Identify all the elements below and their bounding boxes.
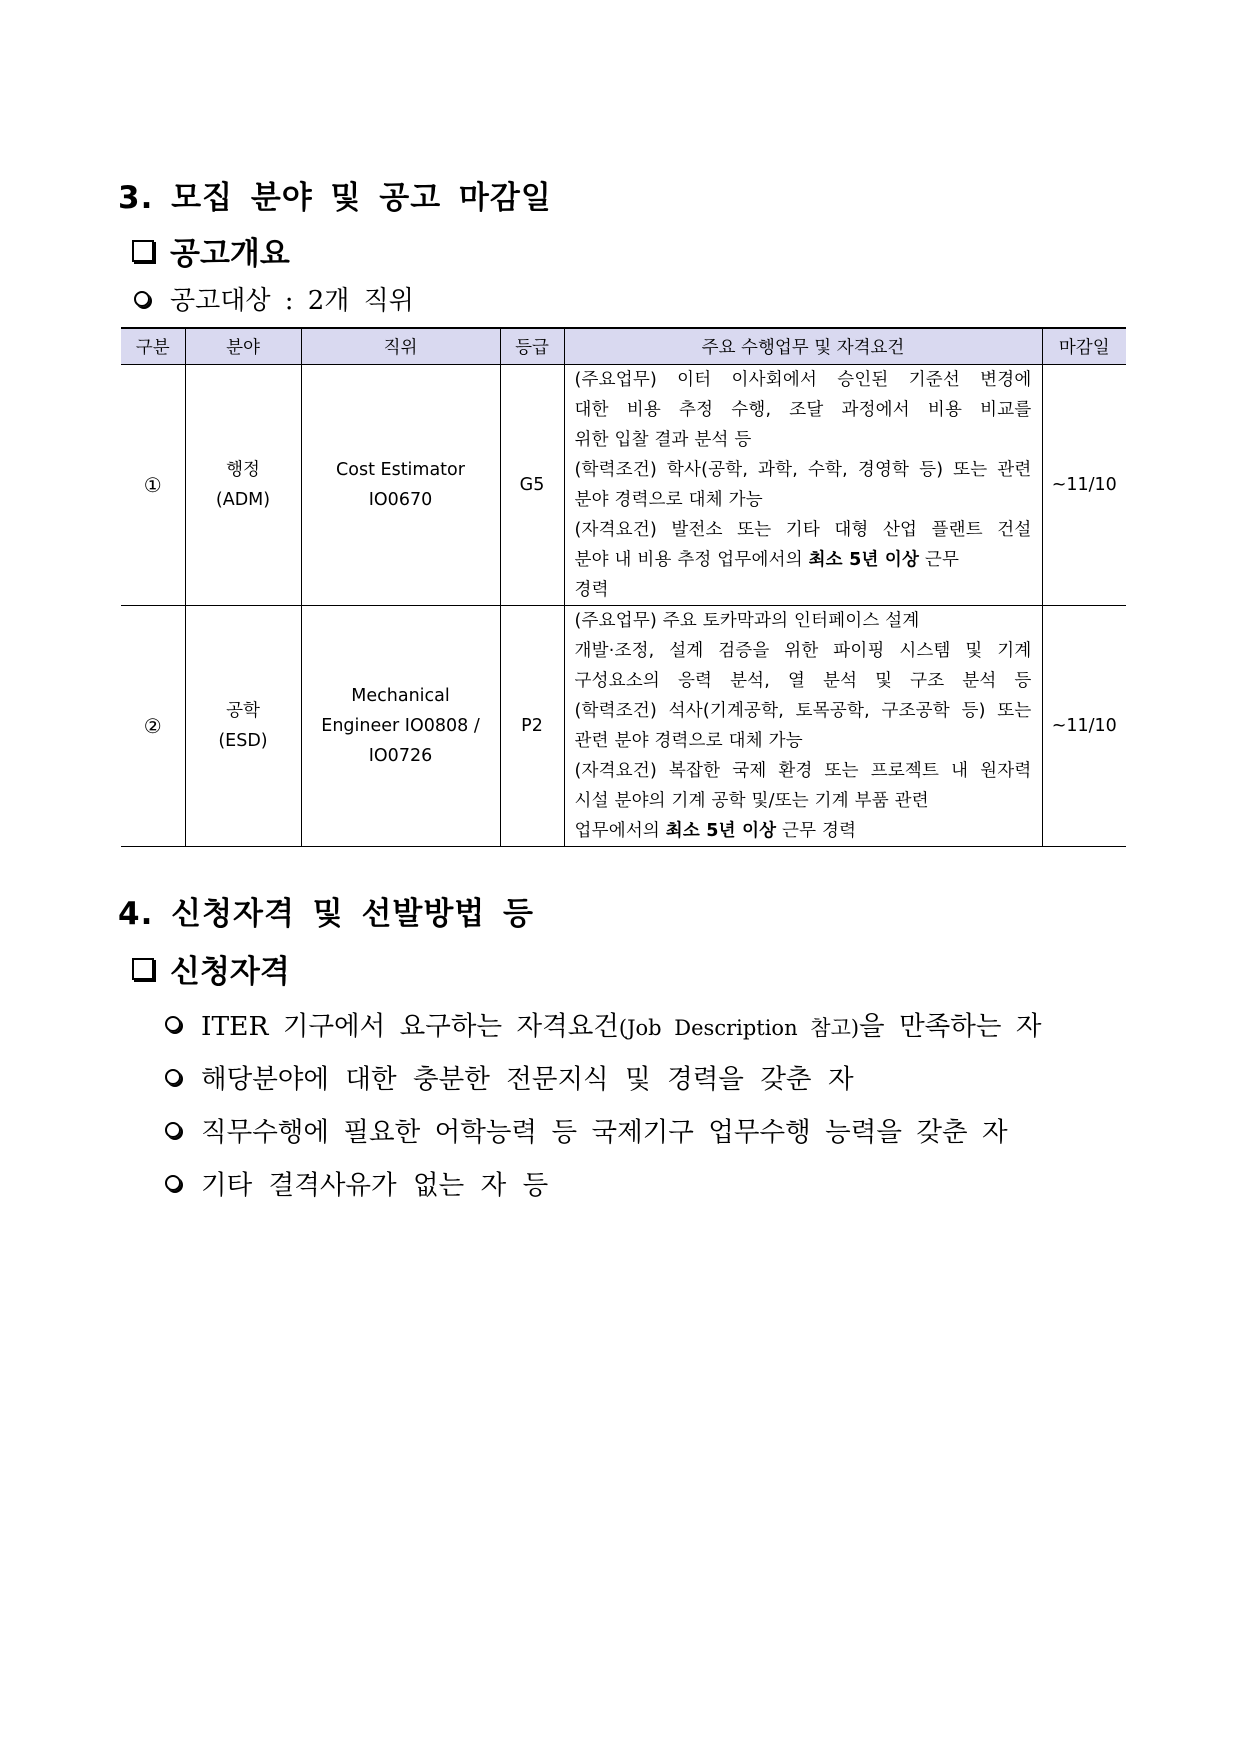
section-4-subheading [132, 946, 290, 991]
checkbox-square-icon [132, 958, 154, 980]
checkbox-square-icon [132, 240, 154, 262]
row-field [185, 365, 301, 606]
duty-line: 시설 분야의 기계 공학 및/또는 기계 부품 관련 [574, 791, 929, 811]
table-row [121, 365, 1126, 606]
bullet-text-part: ITER 기구에서 요구하는 자격요건 [201, 1011, 619, 1042]
duty-line: (자격요건) 복잡한 국제 환경 또는 프로젝트 내 원자력 [574, 761, 1032, 781]
row-position [301, 606, 500, 847]
row-grade: G5 [500, 365, 564, 606]
duty-line: 구성요소의 응력 분석, 열 분석 및 구조 분석 등 [574, 671, 1032, 691]
bullet-text [201, 1004, 1042, 1043]
qualification-bullet [165, 1110, 1008, 1149]
header-deadline: 마감일 [1042, 328, 1126, 365]
duty-line: (학력조건) 석사(기계공학, 토목공학, 구조공학 등) 또는 [574, 701, 1032, 721]
duty-line: 관련 분야 경력으로 대체 가능 [574, 731, 803, 751]
bullet-text-small: (Job Description 참고) [618, 1016, 860, 1040]
bullet-text: 기타 결격사유가 없는 자 등 [201, 1170, 549, 1201]
duty-emphasis: 최소 5년 이상 [808, 550, 920, 570]
duty-line: (주요업무) 이터 이사회에서 승인된 기준선 변경에 [574, 370, 1032, 390]
header-grade: 등급 [500, 328, 564, 365]
header-duties: 주요 수행업무 및 자격요건 [564, 328, 1042, 365]
bullet-text-part: 을 만족하는 자 [859, 1011, 1042, 1042]
duty-line: (자격요건) 발전소 또는 기타 대형 산업 플랜트 건설 [574, 520, 1032, 540]
positions-table [121, 327, 1126, 847]
bullet-circle-icon [165, 1069, 181, 1085]
row-position [301, 365, 500, 606]
duty-line [575, 545, 1032, 575]
duty-line: (학력조건) 학사(공학, 과학, 수학, 경영학 등) 또는 관련 [574, 460, 1032, 480]
qualification-bullet [165, 1163, 548, 1202]
bullet-circle-icon [165, 1016, 181, 1032]
position-line: Mechanical [351, 686, 450, 706]
section-3-title: 3. 모집 분야 및 공고 마감일 [118, 180, 552, 216]
row-deadline: ~11/10 [1042, 365, 1126, 606]
header-field: 분야 [185, 328, 301, 365]
subheading-label: 공고개요 [170, 236, 290, 272]
section-3-subheading [132, 228, 290, 273]
duty-line: 분야 경력으로 대체 가능 [574, 490, 763, 510]
row-field [185, 606, 301, 847]
table-row [121, 606, 1126, 847]
row-number: ① [121, 365, 185, 606]
duty-text: 업무에서의 [574, 821, 666, 841]
bullet-text: 직무수행에 필요한 어학능력 등 국제기구 업무수행 능력을 갖춘 자 [201, 1117, 1008, 1148]
table-header-row [121, 328, 1126, 365]
qualification-bullet [165, 1004, 1042, 1043]
duty-line: 위한 입찰 결과 분석 등 [574, 430, 752, 450]
duty-text: 분야 내 비용 추정 업무에서의 [574, 550, 809, 570]
target-text: 공고대상 : 2개 직위 [170, 286, 414, 316]
field-line: (ESD) [218, 731, 268, 751]
duty-emphasis: 최소 5년 이상 [665, 821, 777, 841]
target-bullet [134, 280, 414, 317]
row-duties [564, 365, 1042, 606]
row-grade: P2 [500, 606, 564, 847]
row-number: ② [121, 606, 185, 847]
qualification-bullet [165, 1057, 854, 1096]
duty-text: 근무 경력 [776, 821, 857, 841]
position-line: Cost Estimator [336, 460, 465, 480]
header-position: 직위 [301, 328, 500, 365]
bullet-text: 해당분야에 대한 충분한 전문지식 및 경력을 갖춘 자 [201, 1064, 854, 1095]
duty-line [575, 816, 1032, 846]
duty-line: (주요업무) 주요 토카막과의 인터페이스 설계 [574, 611, 920, 631]
bullet-circle-icon [134, 291, 150, 307]
header-no: 구분 [121, 328, 185, 365]
duty-text: 근무 [919, 550, 960, 570]
section-4-title: 4. 신청자격 및 선발방법 등 [118, 896, 534, 932]
duty-line: 개발·조정, 설계 검증을 위한 파이핑 시스템 및 기계 [574, 641, 1032, 661]
field-line: 행정 [226, 460, 260, 480]
position-line: IO0726 [368, 746, 433, 766]
subheading-label: 신청자격 [170, 954, 290, 990]
duty-line: 대한 비용 추정 수행, 조달 과정에서 비용 비교를 [574, 400, 1032, 420]
field-line: 공학 [226, 701, 260, 721]
position-line: Engineer IO0808 / [321, 716, 480, 736]
row-duties [564, 606, 1042, 847]
bullet-circle-icon [165, 1175, 181, 1191]
row-deadline: ~11/10 [1042, 606, 1126, 847]
field-line: (ADM) [215, 490, 271, 510]
duty-line: 경력 [574, 580, 609, 600]
position-line: IO0670 [368, 490, 433, 510]
bullet-circle-icon [165, 1122, 181, 1138]
